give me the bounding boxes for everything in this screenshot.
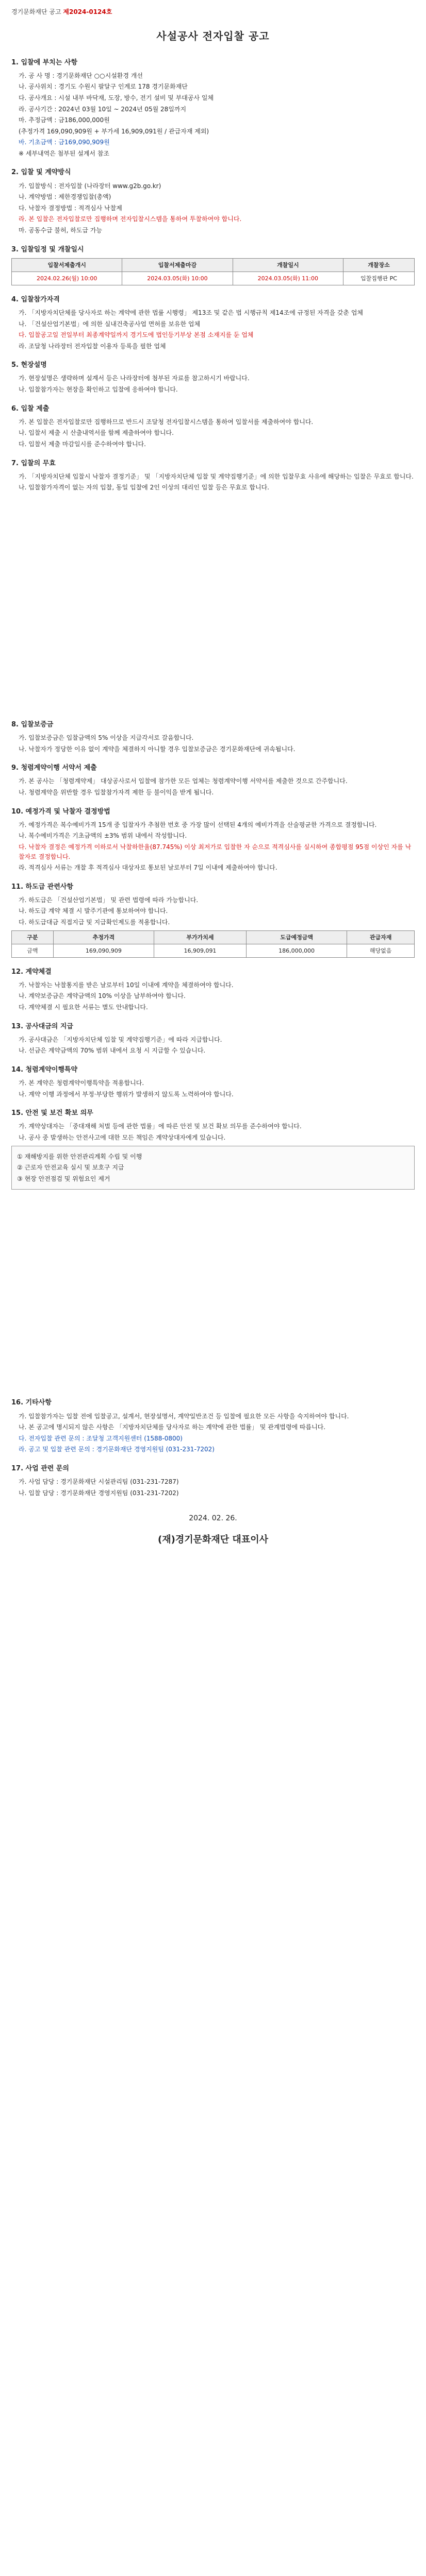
section-heading-11: 11. 하도급 관련사항 [11,883,73,891]
section-1-body [11,71,415,159]
schedule-table [11,258,415,285]
table-cell: 입찰집행관 PC [343,272,414,285]
s11-line: 가. 하도급은 「건설산업기본법」 및 관련 법령에 따라 가능합니다. [19,896,199,904]
s7-line: 나. 입찰참가자격이 없는 자의 입찰, 동일 입찰에 2인 이상의 대리인 입찰 등은 무효로 합니다. [19,484,269,492]
section-12-body [11,980,415,1012]
s16-line: 가. 입찰참가자는 입찰 전에 입찰공고, 설계서, 현장설명서, 계약일반조건 등 입찰에 필요한 모든 사항을 숙지하여야 합니다. [19,1412,349,1420]
s6-line: 가. 본 입찰은 전자입찰로만 집행하므로 반드시 조달청 전자입찰시스템을 통하여 입찰서를 제출하여야 합니다. [19,418,314,426]
page-title: 사설공사 전자입찰 공고 [156,29,270,42]
table-cell: 2024.03.05(화) 10:00 [122,272,233,285]
s6-line: 나. 입찰서 제출 시 산출내역서를 함께 제출하여야 합니다. [19,429,174,437]
notice-number: 제2024-0124호 [63,8,112,15]
s4-line: 나. 「건설산업기본법」에 의한 실내건축공사업 면허를 보유한 업체 [19,320,201,328]
s10-line: 다. 낙찰자 결정은 예정가격 이하로서 낙찰하한율(87.745%) 이상 최저가로 입찰한 자 순으로 적격심사를 실시하여 종합평점 95점 이상인 자를 낙찰자로 결정합니다. [19,843,412,860]
section-14-body [11,1078,415,1099]
section-16-body [11,1412,415,1454]
section-2-body [11,181,415,235]
notice-date: 2024. 02. 26. [189,1514,237,1523]
s17-line: 가. 사업 담당 : 경기문화재단 시설관리팀 (031-231-7287) [19,1478,179,1486]
section-10-body [11,820,415,873]
table-header: 도급예정금액 [246,930,347,944]
amount-table [11,930,415,958]
section-heading-14: 14. 청렴계약이행특약 [11,1065,78,1074]
table-header: 개찰장소 [343,258,414,272]
section-heading-15: 15. 안전 및 보건 확보 의무 [11,1109,93,1117]
section-heading-4: 4. 입찰참가자격 [11,295,60,303]
table-header: 입찰서제출마감 [122,258,233,272]
table-header: 개찰일시 [233,258,343,272]
s9-line: 가. 본 공사는 「청렴계약제」 대상공사로서 입찰에 참가한 모든 업체는 청렴계약이행 서약서를 제출한 것으로 간주합니다. [19,777,348,785]
s6-line: 다. 입찰서 제출 마감일시를 준수하여야 합니다. [19,440,146,448]
s8-line: 가. 입찰보증금은 입찰금액의 5% 이상을 지급각서로 갈음합니다. [19,734,194,742]
s7-line: 가. 「지방자치단체 입찰시 낙찰자 결정기준」 및 「지방자치단체 입찰 및 계약집행기준」에 의한 입찰무효 사유에 해당하는 입찰은 무효로 합니다. [19,472,414,480]
section-heading-7: 7. 입찰의 무효 [11,459,56,467]
table-row [12,272,415,285]
s16-line: 라. 공고 및 입찰 관련 문의 : 경기문화재단 경영지원팀 (031-231-7202) [19,1446,215,1453]
s13-line: 가. 공사대금은 「지방자치단체 입찰 및 계약집행기준」에 따라 지급합니다. [19,1036,222,1043]
s12-line: 가. 낙찰자는 낙찰통지를 받은 날로부터 10일 이내에 계약을 체결하여야 합니다. [19,981,234,989]
section-heading-3: 3. 입찰일정 및 개찰일시 [11,245,84,253]
section-13-body [11,1035,415,1056]
s2-line: 마. 공동수급 불허, 하도급 가능 [19,227,102,234]
s1-line: 다. 공사개요 : 시설 내부 바닥재, 도장, 방수, 전기 설비 및 부대공사 일체 [19,94,214,101]
section-15-body [11,1122,415,1142]
notice-prefix: 경기문화재단 공고 [11,8,61,15]
table-header: 구분 [12,930,54,944]
section-7-body [11,472,415,493]
section-4-body [11,308,415,351]
page-gap [11,494,415,710]
table-header-row [12,930,415,944]
s1-line: (추정가격 169,090,909원 + 부가세 16,909,091원 / 관급자재 제외) [19,127,209,135]
table-cell: 금액 [12,944,54,957]
s10-line: 라. 적격심사 서류는 개찰 후 적격심사 대상자로 통보된 날로부터 7일 이내에 제출하여야 합니다. [19,864,277,872]
box-line: ② 근로자 안전교육 실시 및 보호구 지급 [17,1164,124,1172]
section-8-body [11,733,415,754]
s1-line: 라. 공사기간 : 2024년 03월 10일 ~ 2024년 05월 28일까지 [19,105,187,113]
s11-line: 다. 하도급대금 직접지급 및 지급확인제도를 적용합니다. [19,919,170,926]
section-5-body [11,374,415,394]
s4-line: 다. 입찰공고일 전일부터 최종계약일까지 경기도에 법인등기부상 본점 소재지를 둔 업체 [19,331,254,339]
s2-line: 가. 입찰방식 : 전자입찰 (나라장터 www.g2b.go.kr) [19,182,161,190]
s2-line: 나. 계약방법 : 제한경쟁입찰(총액) [19,193,111,201]
table-cell: 186,000,000 [246,944,347,957]
s10-line: 가. 예정가격은 복수예비가격 15개 중 입찰자가 추첨한 번호 중 가장 많이 선택된 4개의 예비가격을 산술평균한 가격으로 결정합니다. [19,821,377,828]
section-11-body [11,895,415,927]
notice-header [11,7,415,17]
s4-line: 가. 「지방자치단체를 당사자로 하는 계약에 관한 법률 시행령」 제13조 및 같은 법 시행규칙 제14조에 규정된 자격을 갖춘 업체 [19,309,364,316]
section-9-body [11,776,415,797]
s14-line: 나. 계약 이행 과정에서 부정·부당한 행위가 발생하지 않도록 노력하여야 합니다. [19,1090,234,1098]
s13-line: 나. 선금은 계약금액의 70% 범위 내에서 요청 시 지급할 수 있습니다. [19,1047,206,1055]
section-heading-5: 5. 현장설명 [11,361,47,369]
s1-line: 나. 공사위치 : 경기도 수원시 팔달구 인계로 178 경기문화재단 [19,83,188,91]
section-heading-12: 12. 계약체결 [11,968,52,976]
s10-line: 나. 복수예비가격은 기초금액의 ±3% 범위 내에서 작성합니다. [19,832,187,840]
s1-line: 가. 공 사 명 : 경기문화재단 ○○시설환경 개선 [19,72,143,79]
s5-line: 나. 입찰참가자는 현장을 확인하고 입찰에 응하여야 합니다. [19,386,178,394]
section-heading-1: 1. 입찰에 부치는 사항 [11,58,78,66]
section-heading-9: 9. 청렴계약이행 서약서 제출 [11,764,97,772]
table-header: 추정가격 [53,930,154,944]
section-heading-6: 6. 입찰 제출 [11,404,50,413]
s1-line: ※ 세부내역은 첨부된 설계서 참조 [19,149,110,157]
section-heading-17: 17. 사업 관련 문의 [11,1464,69,1472]
page-gap [11,1193,415,1388]
table-cell: 2024.03.05(화) 11:00 [233,272,343,285]
box-line: ③ 현장 안전점검 및 위험요인 제거 [17,1175,110,1182]
table-header: 부가가치세 [154,930,247,944]
s9-line: 나. 청렴계약을 위반할 경우 입찰참가자격 제한 등 불이익을 받게 됩니다. [19,788,214,796]
table-cell: 2024.02.26(월) 10:00 [12,272,122,285]
table-cell: 16,909,091 [154,944,247,957]
table-header: 관급자재 [347,930,415,944]
signer: (재)경기문화재단 대표이사 [158,1534,268,1545]
section-17-body [11,1477,415,1498]
s8-line: 나. 낙찰자가 정당한 이유 없이 계약을 체결하지 아니할 경우 입찰보증금은 경기문화재단에 귀속됩니다. [19,745,296,753]
section-6-body [11,417,415,449]
section-heading-8: 8. 입찰보증금 [11,720,54,728]
table-header: 입찰서제출개시 [12,258,122,272]
s15-line: 나. 공사 중 발생하는 안전사고에 대한 모든 책임은 계약상대자에게 있습니다. [19,1134,226,1142]
table-row [12,944,415,957]
section-heading-16: 16. 기타사항 [11,1399,52,1407]
s12-line: 다. 계약체결 시 필요한 서류는 별도 안내합니다. [19,1004,148,1011]
s4-line: 라. 조달청 나라장터 전자입찰 이용자 등록을 필한 업체 [19,342,166,350]
s15-line: 가. 계약상대자는 「중대재해 처벌 등에 관한 법률」에 따른 안전 및 보건 확보 의무를 준수하여야 합니다. [19,1123,302,1130]
table-header-row [12,258,415,272]
section-heading-2: 2. 입찰 및 계약방식 [11,168,71,177]
s11-line: 나. 하도급 계약 체결 시 발주기관에 통보하여야 합니다. [19,907,168,915]
s1-line: 바. 기초금액 : 금169,090,909원 [19,139,110,146]
s2-line: 라. 본 입찰은 전자입찰로만 집행하며 전자입찰시스템을 통하여 투찰하여야 합니다. [19,215,242,223]
s12-line: 나. 계약보증금은 계약금액의 10% 이상을 납부하여야 합니다. [19,992,186,1000]
section-heading-10: 10. 예정가격 및 낙찰자 결정방법 [11,807,110,816]
s16-line: 나. 본 공고에 명시되지 않은 사항은 「지방자치단체를 당사자로 하는 계약에 관한 법률」 및 관계법령에 따릅니다. [19,1423,326,1431]
s14-line: 가. 본 계약은 청렴계약이행특약을 적용합니다. [19,1079,144,1087]
box-line: ① 재해방지를 위한 안전관리계획 수립 및 이행 [17,1153,142,1160]
safety-box [11,1146,415,1190]
table-cell: 해당없음 [347,944,415,957]
s16-line: 다. 전자입찰 관련 문의 : 조달청 고객지원센터 (1588-0800) [19,1434,183,1442]
s17-line: 나. 입찰 담당 : 경기문화재단 경영지원팀 (031-231-7202) [19,1489,179,1497]
section-heading-13: 13. 공사대금의 지급 [11,1022,73,1030]
table-cell: 169,090,909 [53,944,154,957]
s2-line: 다. 낙찰자 결정방법 : 적격심사 낙찰제 [19,204,122,212]
s1-line: 마. 추정금액 : 금186,000,000원 [19,116,110,124]
s5-line: 가. 현장설명은 생략하며 설계서 등은 나라장터에 첨부된 자료를 참고하시기 바랍니다. [19,375,250,382]
